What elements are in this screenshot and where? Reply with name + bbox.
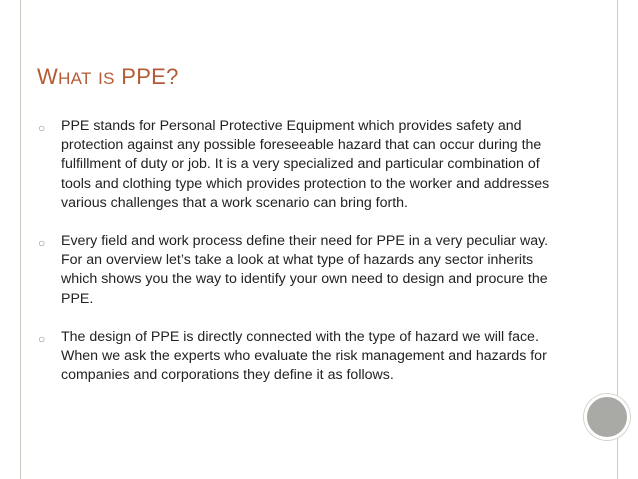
- bullet-text: Every field and work process define their need for PPE in a very peculiar way. For an overview let’s take a look at what type of hazards any sector inherits which shows you the way to identify your own need to design and procure the PPE.: [61, 233, 549, 307]
- bullet-text: PPE stands for Personal Protective Equipment which provides safety and protection against any possible foreseeable hazard that can occur during the fulfillment of duty or job. It is a very specialized and particular combination of tools and clothing type which provides protection to the worker and addresses various challenges that a work scenario can bring forth.: [61, 118, 550, 211]
- title-third-word: PPE?: [121, 64, 179, 89]
- title-first-word-rest: HAT: [58, 69, 92, 88]
- title-second-word: IS: [98, 69, 115, 88]
- ring-bullet-icon: ○: [38, 236, 46, 251]
- ring-bullet-icon: ○: [38, 331, 46, 346]
- bullet-text: The design of PPE is directly connected with the type of hazard we will face. When we ask the experts who evaluate the risk management and hazards for companies and corporations they define it as follows.: [61, 328, 547, 384]
- slide-title: [37, 64, 179, 90]
- list-item: [38, 232, 558, 309]
- title-first-letter: W: [37, 64, 59, 89]
- ring-bullet-icon: ○: [38, 121, 46, 135]
- decorative-circle-icon: [584, 394, 630, 440]
- bullet-list: [38, 117, 558, 385]
- list-item: [38, 328, 558, 386]
- list-item: [38, 117, 558, 213]
